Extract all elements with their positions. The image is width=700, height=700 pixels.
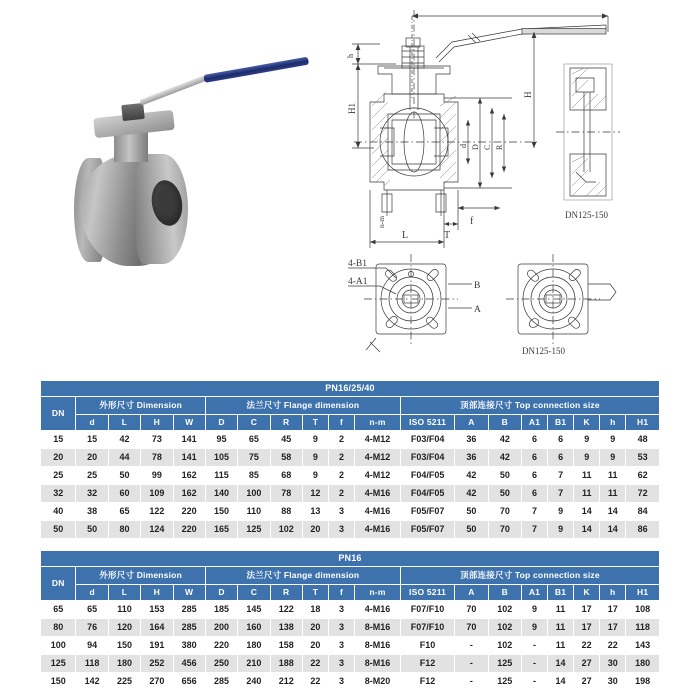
col-group-dn: DN — [41, 567, 76, 601]
col-group-dimension: 外形尺寸 Dimension — [76, 567, 205, 585]
cell-h: 17 — [600, 619, 626, 637]
cell-t: 20 — [302, 619, 328, 637]
cell-b1: 9 — [548, 503, 574, 521]
cell-h: 191 — [141, 637, 173, 655]
spec-table-pn16-25-40-wrapper — [40, 380, 660, 539]
cell-k: 11 — [574, 485, 600, 503]
cell-d: 285 — [205, 673, 237, 691]
col-L: L — [108, 415, 140, 431]
table-row — [41, 637, 660, 655]
cell-l: 80 — [108, 521, 140, 539]
col-T: T — [302, 415, 328, 431]
cell-d: 150 — [205, 503, 237, 521]
cell-dn: 15 — [41, 431, 76, 449]
cell-h: 22 — [600, 637, 626, 655]
cell-f: 3 — [328, 601, 354, 619]
cell-f: 3 — [328, 655, 354, 673]
dim-label-h: h — [346, 54, 355, 58]
cell-t: 22 — [302, 655, 328, 673]
cell-iso-5211: F07/F10 — [400, 601, 454, 619]
cell-b1: 11 — [548, 619, 574, 637]
table-row — [41, 449, 660, 467]
col-A1: A1 — [522, 415, 548, 431]
col-R: R — [270, 415, 302, 431]
cell-r: 188 — [270, 655, 302, 673]
cell-b1: 11 — [548, 637, 574, 655]
col-B1: B1 — [548, 585, 574, 601]
cell-h: 153 — [141, 601, 173, 619]
cell-f: 3 — [328, 637, 354, 655]
cell-k: 17 — [574, 601, 600, 619]
cell-a: 42 — [455, 485, 488, 503]
cell-a1: 9 — [521, 601, 547, 619]
table-body — [41, 431, 660, 539]
col-B1: B1 — [548, 415, 574, 431]
col-K: K — [574, 415, 600, 431]
cell-dn: 80 — [41, 619, 76, 637]
cell-a: 50 — [455, 503, 488, 521]
cell-n-m: 4-M12 — [355, 449, 401, 467]
cell-c: 75 — [238, 449, 270, 467]
dim-label-H: H — [523, 91, 533, 98]
col-d: d — [76, 415, 108, 431]
cell-r: 158 — [270, 637, 302, 655]
cell-dn: 50 — [41, 521, 76, 539]
cell-b1: 14 — [548, 655, 574, 673]
col-D: D — [205, 415, 237, 431]
cell-f: 2 — [328, 467, 354, 485]
col-L: L — [108, 585, 140, 601]
cell-l: 225 — [108, 673, 140, 691]
dim-label-T: T — [444, 230, 451, 241]
valve-stem-nut — [121, 103, 145, 121]
col-d: d — [76, 585, 108, 601]
col-group-dimension: 外形尺寸 Dimension — [76, 397, 205, 415]
cell-b1: 7 — [548, 467, 574, 485]
col-n-m: n-m — [355, 585, 401, 601]
col-H: H — [141, 585, 173, 601]
cell-t: 13 — [302, 503, 328, 521]
col-H: H — [141, 415, 173, 431]
cell-f: 3 — [328, 673, 354, 691]
cell-n-m: 4-M16 — [355, 521, 401, 539]
cell-h1: 48 — [626, 431, 660, 449]
cell-k: 14 — [574, 503, 600, 521]
dim-label-R: R — [495, 144, 504, 150]
cell-a1: - — [521, 655, 547, 673]
cell-d: 25 — [76, 467, 108, 485]
table-header — [41, 551, 660, 601]
cell-h: 73 — [141, 431, 173, 449]
cell-r: 138 — [270, 619, 302, 637]
cell-h1: 62 — [626, 467, 660, 485]
product-photo — [52, 96, 302, 281]
cell-n-m: 8-M20 — [355, 673, 401, 691]
cell-n-m: 8-M16 — [355, 637, 401, 655]
cell-a1: 6 — [522, 467, 548, 485]
cell-d: 250 — [205, 655, 237, 673]
cell-c: 180 — [238, 637, 270, 655]
cell-t: 20 — [302, 637, 328, 655]
cell-dn: 150 — [41, 673, 76, 691]
cell-r: 78 — [270, 485, 302, 503]
cell-f: 3 — [328, 521, 354, 539]
cell-r: 68 — [270, 467, 302, 485]
cell-b: 50 — [488, 467, 521, 485]
col-W: W — [173, 585, 205, 601]
table-row — [41, 467, 660, 485]
cell-b: 125 — [488, 655, 521, 673]
dim-label-4b1: 4-B1 — [348, 259, 367, 269]
cell-h: 9 — [600, 449, 626, 467]
cell-c: 125 — [238, 521, 270, 539]
cell-a: - — [455, 655, 488, 673]
cell-h: 99 — [141, 467, 173, 485]
cell-iso-5211: F04/F05 — [400, 467, 454, 485]
col-group-flange-dimension: 法兰尺寸 Flange dimension — [205, 567, 400, 585]
cell-dn: 125 — [41, 655, 76, 673]
col-R: R — [270, 585, 302, 601]
dim-label-f: f — [470, 216, 474, 227]
cell-n-m: 4-M12 — [355, 431, 401, 449]
cell-k: 14 — [574, 521, 600, 539]
cell-k: 9 — [574, 431, 600, 449]
cell-n-m: 4-M16 — [355, 485, 401, 503]
col-K: K — [574, 585, 600, 601]
cell-k: 17 — [574, 619, 600, 637]
cell-b1: 7 — [548, 485, 574, 503]
dim-label-L: L — [402, 230, 409, 241]
cell-k: 9 — [574, 449, 600, 467]
cell-l: 180 — [108, 655, 140, 673]
col-iso-5211: ISO 5211 — [400, 415, 454, 431]
cell-h: 30 — [600, 673, 626, 691]
cell-c: 65 — [238, 431, 270, 449]
cell-a1: 9 — [521, 619, 547, 637]
cell-r: 88 — [270, 503, 302, 521]
cell-d: 115 — [205, 467, 237, 485]
cell-h: 11 — [600, 467, 626, 485]
cell-c: 110 — [238, 503, 270, 521]
cell-k: 27 — [574, 673, 600, 691]
cell-b: 102 — [488, 601, 521, 619]
cell-dn: 65 — [41, 601, 76, 619]
dim-label-C: C — [483, 144, 492, 150]
cell-a: 50 — [455, 521, 488, 539]
table-row — [41, 619, 660, 637]
cell-k: 22 — [574, 637, 600, 655]
cell-l: 110 — [108, 601, 140, 619]
cell-f: 3 — [328, 619, 354, 637]
cell-a: 70 — [455, 619, 488, 637]
cell-b1: 6 — [548, 449, 574, 467]
col-A: A — [455, 415, 488, 431]
cell-t: 9 — [302, 449, 328, 467]
cell-n-m: 8-M16 — [355, 655, 401, 673]
cell-b1: 14 — [548, 673, 574, 691]
cell-c: 240 — [238, 673, 270, 691]
table-row — [41, 601, 660, 619]
cell-f: 2 — [328, 431, 354, 449]
cell-b: 70 — [488, 521, 521, 539]
cell-b: 70 — [488, 503, 521, 521]
cell-iso-5211: F12 — [400, 673, 454, 691]
cell-iso-5211: F03/F04 — [400, 449, 454, 467]
cell-c: 100 — [238, 485, 270, 503]
cell-h: 14 — [600, 503, 626, 521]
cell-h: 124 — [141, 521, 173, 539]
drawing-svg — [340, 2, 680, 364]
cell-h1: 86 — [626, 521, 660, 539]
spec-table-pn16-wrapper — [40, 550, 660, 691]
cell-dn: 32 — [41, 485, 76, 503]
cell-w: 162 — [173, 485, 205, 503]
handle-grip — [203, 57, 309, 83]
cell-w: 162 — [173, 467, 205, 485]
cell-b1: 9 — [548, 521, 574, 539]
cell-l: 60 — [108, 485, 140, 503]
cell-a1: 7 — [522, 503, 548, 521]
cell-h1: 72 — [626, 485, 660, 503]
cell-w: 141 — [173, 449, 205, 467]
table-title: PN16 — [41, 551, 660, 567]
cell-r: 102 — [270, 521, 302, 539]
cell-w: 141 — [173, 431, 205, 449]
col-T: T — [302, 585, 328, 601]
cell-d: 65 — [76, 601, 108, 619]
cell-l: 44 — [108, 449, 140, 467]
col-f: f — [328, 585, 354, 601]
cell-iso-5211: F12 — [400, 655, 454, 673]
col-A1: A1 — [521, 585, 547, 601]
cell-b: 42 — [488, 431, 521, 449]
col-n-m: n-m — [355, 415, 401, 431]
cell-t: 9 — [302, 431, 328, 449]
col-B: B — [488, 585, 521, 601]
dim-label-4a1: 4-A1 — [348, 277, 368, 287]
cell-d: 165 — [205, 521, 237, 539]
cell-dn: 20 — [41, 449, 76, 467]
cell-l: 120 — [108, 619, 140, 637]
cell-r: 45 — [270, 431, 302, 449]
table-row — [41, 673, 660, 691]
cell-h: 11 — [600, 485, 626, 503]
table-title: PN16/25/40 — [41, 381, 660, 397]
cell-d: 185 — [205, 601, 237, 619]
cell-iso-5211: F10 — [400, 637, 454, 655]
col-B: B — [488, 415, 521, 431]
cell-l: 65 — [108, 503, 140, 521]
cell-n-m: 4-M16 — [355, 601, 401, 619]
cell-k: 11 — [574, 467, 600, 485]
cell-w: 656 — [173, 673, 205, 691]
cell-r: 212 — [270, 673, 302, 691]
cell-h1: 84 — [626, 503, 660, 521]
table-row — [41, 655, 660, 673]
cell-dn: 100 — [41, 637, 76, 655]
cell-k: 27 — [574, 655, 600, 673]
cell-h: 78 — [141, 449, 173, 467]
cell-d: 118 — [76, 655, 108, 673]
col-A: A — [455, 585, 488, 601]
cell-a1: - — [521, 673, 547, 691]
cell-c: 210 — [238, 655, 270, 673]
cell-r: 58 — [270, 449, 302, 467]
dim-label-D: D — [471, 144, 480, 150]
cell-f: 3 — [328, 503, 354, 521]
cell-d: 94 — [76, 637, 108, 655]
cell-w: 220 — [173, 503, 205, 521]
cell-t: 22 — [302, 673, 328, 691]
cell-b1: 11 — [548, 601, 574, 619]
table-row — [41, 485, 660, 503]
cell-a: 70 — [455, 601, 488, 619]
spec-table-pn16 — [40, 550, 660, 691]
cell-a1: 6 — [522, 449, 548, 467]
cell-n-m: 4-M12 — [355, 467, 401, 485]
cell-h1: 53 — [626, 449, 660, 467]
cell-h: 270 — [141, 673, 173, 691]
cell-a: 36 — [455, 431, 488, 449]
table-row — [41, 521, 660, 539]
cell-n-m: 8-M16 — [355, 619, 401, 637]
cell-iso-5211: F05/F07 — [400, 521, 454, 539]
cell-d: 32 — [76, 485, 108, 503]
cell-a: - — [455, 673, 488, 691]
col-h: h — [600, 415, 626, 431]
cell-d: 50 — [76, 521, 108, 539]
cell-c: 145 — [238, 601, 270, 619]
cell-l: 42 — [108, 431, 140, 449]
col-h: h — [600, 585, 626, 601]
cell-d: 20 — [76, 449, 108, 467]
cell-d: 142 — [76, 673, 108, 691]
cell-w: 285 — [173, 619, 205, 637]
cell-b1: 6 — [548, 431, 574, 449]
dim-label-B: B — [474, 281, 481, 291]
table-row — [41, 431, 660, 449]
table-row — [41, 503, 660, 521]
cell-h: 30 — [600, 655, 626, 673]
cell-a: - — [455, 637, 488, 655]
cell-t: 9 — [302, 467, 328, 485]
cell-d: 140 — [205, 485, 237, 503]
cell-d: 38 — [76, 503, 108, 521]
cell-h1: 180 — [626, 655, 660, 673]
cell-b: 42 — [488, 449, 521, 467]
dim-label-d: d — [459, 144, 468, 148]
cell-d: 220 — [205, 637, 237, 655]
cell-h: 17 — [600, 601, 626, 619]
col-H1: H1 — [626, 415, 660, 431]
table-body — [41, 601, 660, 691]
cell-dn: 40 — [41, 503, 76, 521]
cell-c: 85 — [238, 467, 270, 485]
dim-label-n-m: n-m — [377, 215, 386, 228]
cell-l: 150 — [108, 637, 140, 655]
cell-f: 2 — [328, 449, 354, 467]
dim-label-A: A — [474, 305, 481, 315]
engineering-drawing — [340, 2, 680, 364]
col-C: C — [238, 415, 270, 431]
cell-h1: 108 — [626, 601, 660, 619]
col-group-top-connection: 顶部连接尺寸 Top connection size — [400, 567, 659, 585]
spec-table-pn16-25-40 — [40, 380, 660, 539]
cell-t: 18 — [302, 601, 328, 619]
col-H1: H1 — [626, 585, 660, 601]
cell-iso-5211: F04/F05 — [400, 485, 454, 503]
cell-h: 252 — [141, 655, 173, 673]
cell-n-m: 4-M16 — [355, 503, 401, 521]
table-header — [41, 381, 660, 431]
cell-d: 15 — [76, 431, 108, 449]
cell-d: 105 — [205, 449, 237, 467]
col-group-top-connection: 顶部连接尺寸 Top connection size — [400, 397, 659, 415]
cell-h: 109 — [141, 485, 173, 503]
cell-b: 50 — [488, 485, 521, 503]
cell-h: 122 — [141, 503, 173, 521]
cell-w: 220 — [173, 521, 205, 539]
col-group-dn: DN — [41, 397, 76, 431]
cell-c: 160 — [238, 619, 270, 637]
cell-h1: 143 — [626, 637, 660, 655]
cell-dn: 25 — [41, 467, 76, 485]
cell-d: 200 — [205, 619, 237, 637]
cell-a1: 6 — [522, 431, 548, 449]
cell-iso-5211: F03/F04 — [400, 431, 454, 449]
cell-iso-5211: F05/F07 — [400, 503, 454, 521]
col-C: C — [238, 585, 270, 601]
cell-l: 50 — [108, 467, 140, 485]
cell-w: 380 — [173, 637, 205, 655]
cell-h1: 198 — [626, 673, 660, 691]
cell-a1: - — [521, 637, 547, 655]
cell-w: 285 — [173, 601, 205, 619]
cell-b: 102 — [488, 619, 521, 637]
cell-h: 14 — [600, 521, 626, 539]
section-note-dn125-150: DN125-150 — [565, 210, 608, 220]
cell-d: 95 — [205, 431, 237, 449]
handle-shank — [139, 75, 207, 106]
cell-a: 36 — [455, 449, 488, 467]
cell-r: 122 — [270, 601, 302, 619]
cell-h1: 118 — [626, 619, 660, 637]
col-W: W — [173, 415, 205, 431]
cell-b: 125 — [488, 673, 521, 691]
col-iso-5211: ISO 5211 — [400, 585, 454, 601]
cell-t: 20 — [302, 521, 328, 539]
cell-iso-5211: F07/F10 — [400, 619, 454, 637]
cell-a1: 6 — [522, 485, 548, 503]
cell-a1: 7 — [522, 521, 548, 539]
bottom-note-dn125-150: DN125-150 — [522, 346, 565, 356]
cell-w: 456 — [173, 655, 205, 673]
cell-h: 9 — [600, 431, 626, 449]
cell-h: 164 — [141, 619, 173, 637]
col-D: D — [205, 585, 237, 601]
col-f: f — [328, 415, 354, 431]
cell-a: 42 — [455, 467, 488, 485]
dim-label-h1: H1 — [347, 103, 357, 114]
cell-f: 2 — [328, 485, 354, 503]
col-group-flange-dimension: 法兰尺寸 Flange dimension — [205, 397, 400, 415]
cell-d: 76 — [76, 619, 108, 637]
cell-b: 102 — [488, 637, 521, 655]
cell-t: 12 — [302, 485, 328, 503]
